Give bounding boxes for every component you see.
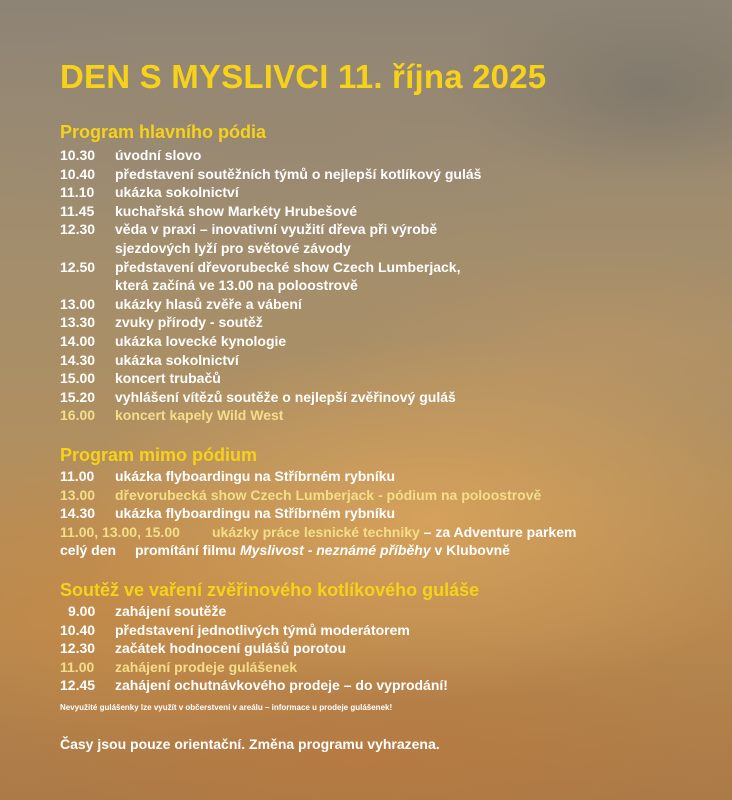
schedule-item <box>60 183 481 202</box>
item-text: zahájení ochutnávkového prodeje – do vyprodání! <box>115 677 448 694</box>
item-time: 11.10 <box>60 184 95 201</box>
schedule-item-highlighted <box>60 406 481 425</box>
item-text: začátek hodnocení gulášů porotou <box>115 640 347 657</box>
item-time: 11.00 <box>60 468 95 484</box>
item-text-suffix: – za Adventure parkem <box>419 523 577 540</box>
item-time: 13.30 <box>60 314 96 331</box>
item-text-prefix: promítání filmu <box>135 542 240 559</box>
schedule-item-highlighted <box>60 523 576 542</box>
item-time: 10.40 <box>60 165 96 182</box>
item-text-suffix: v Klubovně <box>430 542 510 559</box>
item-text-continued: která začíná ve 13.00 na poloostrově <box>115 277 358 294</box>
schedule-item <box>60 621 448 640</box>
item-time: 10.40 <box>60 621 96 638</box>
item-text: představení jednotlivých týmů moderátorem <box>115 621 410 638</box>
schedule-item <box>60 602 448 621</box>
item-time: 12.30 <box>60 221 96 238</box>
item-time: 10.30 <box>60 147 96 163</box>
item-text: představení soutěžních týmů o nejlepší kotlíkový guláš <box>115 165 482 182</box>
item-time: 12.50 <box>60 258 96 275</box>
item-text: ukázka lovecké kynologie <box>115 332 287 349</box>
disclaimer-footer: Časy jsou pouze orientační. Změna programu vyhrazena. <box>60 736 440 752</box>
item-time: 14.30 <box>60 505 96 522</box>
cooking-contest-heading: Soutěž ve vaření zvěřinového kotlíkového guláše <box>60 580 480 600</box>
item-time: 12.30 <box>60 640 96 657</box>
item-time: 15.20 <box>60 388 96 405</box>
cooking-contest-schedule <box>60 602 448 695</box>
item-text: zahájení prodeje gulášenek <box>115 658 298 675</box>
item-text: kuchařská show Markéty Hrubešové <box>115 202 357 219</box>
schedule-item <box>60 351 481 370</box>
off-stage-heading: Program mimo pódium <box>60 445 258 465</box>
schedule-item <box>60 388 481 407</box>
schedule-item <box>60 639 448 658</box>
item-text: ukázka sokolnictví <box>115 184 239 201</box>
schedule-item <box>60 504 576 523</box>
item-time: 12.45 <box>60 677 96 694</box>
item-time: 13.00 <box>60 486 96 503</box>
schedule-item <box>60 332 481 351</box>
schedule-item <box>60 369 481 388</box>
poster-title: DEN S MYSLIVCI 11. října 2025 <box>60 58 547 95</box>
item-text: ukázka sokolnictví <box>115 351 239 368</box>
item-text: ukázky hlasů zvěře a vábení <box>115 295 302 312</box>
item-text: vyhlášení vítězů soutěže o nejlepší zvěřinový guláš <box>115 388 456 405</box>
schedule-item <box>60 165 481 184</box>
item-text: věda v praxi – inovativní využití dřeva při výrobě <box>115 221 438 238</box>
schedule-item <box>60 220 481 257</box>
schedule-item <box>60 202 481 221</box>
item-time: 9.00 <box>68 603 96 619</box>
schedule-item-highlighted <box>60 486 576 505</box>
off-stage-schedule <box>60 467 576 560</box>
item-text: ukázka flyboardingu na Stříbrném rybníku <box>115 505 396 522</box>
schedule-item-highlighted <box>60 658 448 677</box>
item-text: dřevorubecká show Czech Lumberjack - pódium na poloostrově <box>115 486 542 503</box>
item-time: 11.45 <box>60 202 95 219</box>
item-text: úvodní slovo <box>115 147 202 163</box>
schedule-item <box>60 313 481 332</box>
schedule-item <box>60 676 448 695</box>
item-time: 14.00 <box>60 332 96 349</box>
item-time: 16.00 <box>60 407 96 424</box>
item-text: koncert kapely Wild West <box>115 407 284 424</box>
schedule-item <box>60 467 576 486</box>
main-stage-schedule <box>60 146 481 425</box>
item-time: 11.00 <box>60 658 95 675</box>
item-time: 14.30 <box>60 351 96 368</box>
item-time: 11.00, 13.00, 15.00 <box>60 523 180 540</box>
item-text: ukázky práce lesnické techniky <box>212 523 420 540</box>
item-text: zahájení soutěže <box>115 603 227 619</box>
item-text: koncert trubačů <box>115 370 221 387</box>
film-title: Myslivost - neznámé příběhy <box>240 542 431 559</box>
item-time: 15.00 <box>60 370 96 387</box>
goulash-voucher-note: Nevyužité gulášenky lze využít v občerstvení v areálu – informace u prodeje gulášenek! <box>60 703 393 712</box>
item-text: ukázka flyboardingu na Stříbrném rybníku <box>115 468 396 484</box>
item-time: 13.00 <box>60 295 96 312</box>
item-text: zvuky přírody - soutěž <box>115 314 263 331</box>
schedule-item <box>60 295 481 314</box>
schedule-item <box>60 541 576 560</box>
item-text: představení dřevorubecké show Czech Lumberjack, <box>115 258 461 275</box>
item-text-continued: sjezdových lyží pro světové závody <box>115 239 351 256</box>
item-time: celý den <box>60 542 117 559</box>
main-stage-heading: Program hlavního pódia <box>60 122 267 142</box>
schedule-item <box>60 258 481 295</box>
schedule-item <box>60 146 481 165</box>
